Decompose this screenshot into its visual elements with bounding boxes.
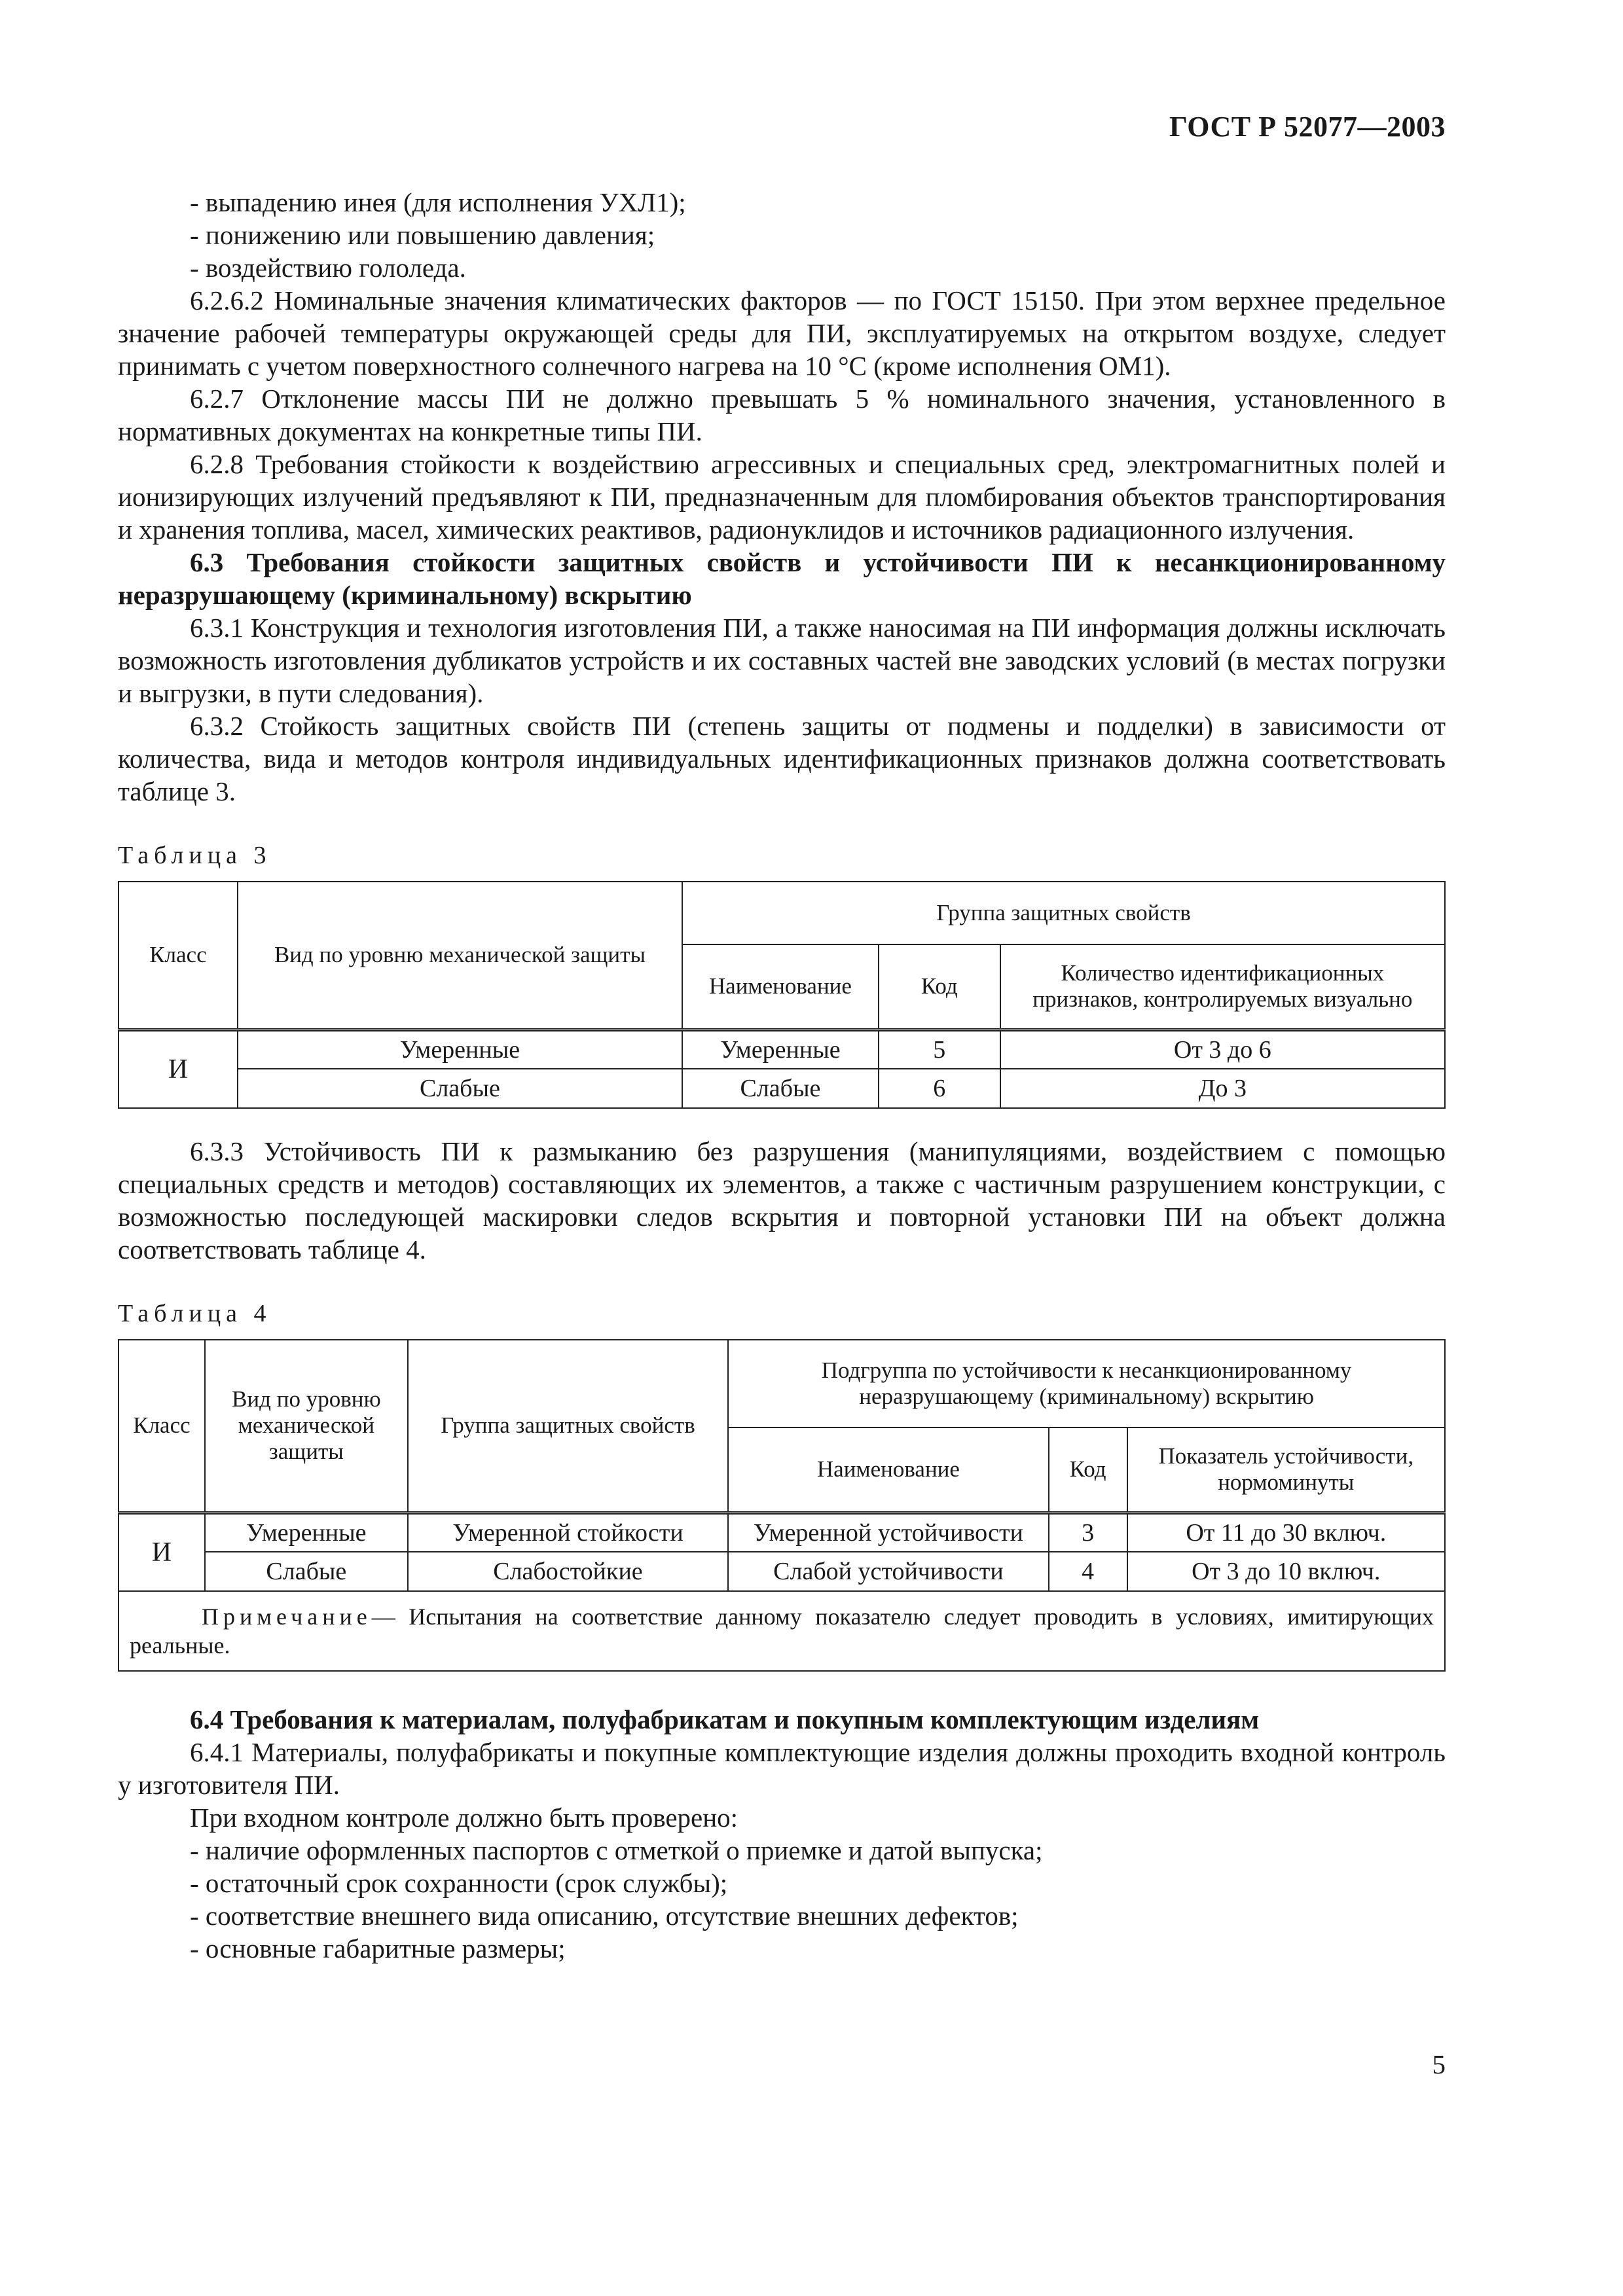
table-3-cell-code: 6 [879, 1069, 1000, 1108]
document-header: ГОСТ Р 52077—2003 [1169, 111, 1446, 143]
document-page [118, 0, 1446, 2296]
table-4-cell-name: Слабой устойчивости [728, 1552, 1048, 1591]
paragraph-6-3-2: 6.3.2 Стойкость защитных свойств ПИ (степень защиты от подмены и подделки) в зависимости от количества, вида и методов контроля индивидуальных идентификационных признаков должна соответствовать таблице 3. [118, 711, 1446, 806]
table-4-cell-group: Слабостойкие [408, 1552, 728, 1591]
paragraph-check-intro: При входном контроле должно быть проверено: [190, 1803, 739, 1833]
table-3-header-group: Группа защитных свойств [682, 882, 1445, 944]
list-item: - основные габаритные размеры; [190, 1933, 566, 1964]
table-4-cell-kind: Умеренные [205, 1513, 408, 1552]
table-4-header-index: Показатель устойчивости, нормоминуты [1127, 1427, 1445, 1513]
list-item: - соответствие внешнего вида описанию, отсутствие внешних дефектов; [190, 1901, 1019, 1931]
paragraph-6-2-6-2: 6.2.6.2 Номинальные значения климатических факторов — по ГОСТ 15150. При этом верхнее предельное значение рабочей температуры окружающей среды для ПИ, эксплуатируемых на открытом воздухе, следует принимать с учетом поверхностного солнечного нагрева на 10 °С (кроме исполнения ОМ1). [118, 285, 1446, 381]
table-3-cell-count: От 3 до 6 [1000, 1030, 1445, 1069]
list-item: - понижению или повышению давления; [190, 220, 655, 250]
page-number: 5 [1432, 2049, 1446, 2079]
table-4-header-code: Код [1049, 1427, 1127, 1513]
table-4-header-name: Наименование [728, 1427, 1048, 1513]
table-4-note-row [119, 1591, 1445, 1671]
table-3-header-count: Количество идентификационных признаков, контролируемых визуально [1000, 944, 1445, 1030]
table-3-header-kind: Вид по уровню механической защиты [238, 882, 682, 1030]
table-row [119, 1513, 1445, 1552]
table-3-cell-kind: Слабые [238, 1069, 682, 1108]
table-3-header-class: Класс [119, 882, 238, 1030]
table-row [119, 1030, 1445, 1069]
table-3-cell-code: 5 [879, 1030, 1000, 1069]
table-4-cell-code: 4 [1049, 1552, 1127, 1591]
table-4-cell-index: От 3 до 10 включ. [1127, 1552, 1445, 1591]
paragraph-6-2-8: 6.2.8 Требования стойкости к воздействию агрессивных и специальных сред, электромагнитных полей и ионизирующих излучений предъявляют к ПИ, предназначенным для пломбирования объектов транспортирования и хранения топлива, масел, химических реактивов, радионуклидов и источников радиационного излучения. [118, 449, 1446, 545]
table-4-note [119, 1591, 1445, 1671]
paragraph-6-4-1: 6.4.1 Материалы, полуфабрикаты и покупные комплектующие изделия должны проходить входной контроль у изготовителя ПИ. [118, 1737, 1446, 1800]
table-4-cell-name: Умеренной устойчивости [728, 1513, 1048, 1552]
note-label: Примечание [202, 1604, 372, 1630]
list-item: - воздействию гололеда. [190, 253, 466, 283]
table-4-header-kind: Вид по уровню механической защиты [205, 1340, 408, 1513]
table-row [119, 1069, 1445, 1108]
table-3-cell-count: До 3 [1000, 1069, 1445, 1108]
list-item: - выпадению инея (для исполнения УХЛ1); [190, 187, 686, 217]
table-3-caption: Таблица 3 [118, 842, 272, 869]
table-4-cell-group: Умеренной стойкости [408, 1513, 728, 1552]
table-row [119, 1552, 1445, 1591]
section-heading-6-3: 6.3 Требования стойкости защитных свойств и устойчивости ПИ к несанкционированному неразрушающему (криминальному) вскрытию [118, 547, 1446, 610]
list-item: - остаточный срок сохранности (срок службы); [190, 1868, 728, 1898]
table-4-cell-code: 3 [1049, 1513, 1127, 1552]
paragraph-6-2-7: 6.2.7 Отклонение массы ПИ не должно превышать 5 % номинального значения, установленного в нормативных документах на конкретные типы ПИ. [118, 384, 1446, 446]
table-4 [118, 1339, 1446, 1672]
list-item: - наличие оформленных паспортов с отметкой о приемке и датой выпуска; [190, 1835, 1043, 1865]
section-heading-6-4: 6.4 Требования к материалам, полуфабрикатам и покупным комплектующим изделиям [190, 1704, 1260, 1734]
table-4-class-value: И [119, 1513, 205, 1591]
table-3 [118, 881, 1446, 1109]
table-4-cell-kind: Слабые [205, 1552, 408, 1591]
table-3-class-value: И [119, 1030, 238, 1108]
table-4-cell-index: От 11 до 30 включ. [1127, 1513, 1445, 1552]
table-4-header-subgroup: Подгруппа по устойчивости к несанкционированному неразрушающему (криминальному) вскрытию [728, 1340, 1445, 1427]
table-3-cell-name: Слабые [682, 1069, 879, 1108]
table-4-header-group: Группа защитных свойств [408, 1340, 728, 1513]
table-3-header-code: Код [879, 944, 1000, 1030]
table-3-cell-name: Умеренные [682, 1030, 879, 1069]
document-body [118, 186, 1446, 1965]
note-text: — Испытания на соответствие данному показателю следует проводить в условиях, имитирующих реальные. [130, 1604, 1434, 1659]
table-4-header-class: Класс [119, 1340, 205, 1513]
paragraph-6-3-1: 6.3.1 Конструкция и технология изготовления ПИ, а также наносимая на ПИ информация должны исключать возможность изготовления дубликатов устройств и их составных частей вне заводских условий (в местах погрузки и выгрузки, в пути следования). [118, 613, 1446, 708]
paragraph-6-3-3: 6.3.3 Устойчивость ПИ к размыканию без разрушения (манипуляциями, воздействием с помощью специальных средств и методов) составляющих их элементов, а также с частичным разрушением конструкции, с возможностью последующей маскировки следов вскрытия и повторной установки ПИ на объект должна соответствовать таблице 4. [118, 1136, 1446, 1265]
table-3-header-name: Наименование [682, 944, 879, 1030]
table-3-cell-kind: Умеренные [238, 1030, 682, 1069]
table-4-caption: Таблица 4 [118, 1300, 272, 1327]
